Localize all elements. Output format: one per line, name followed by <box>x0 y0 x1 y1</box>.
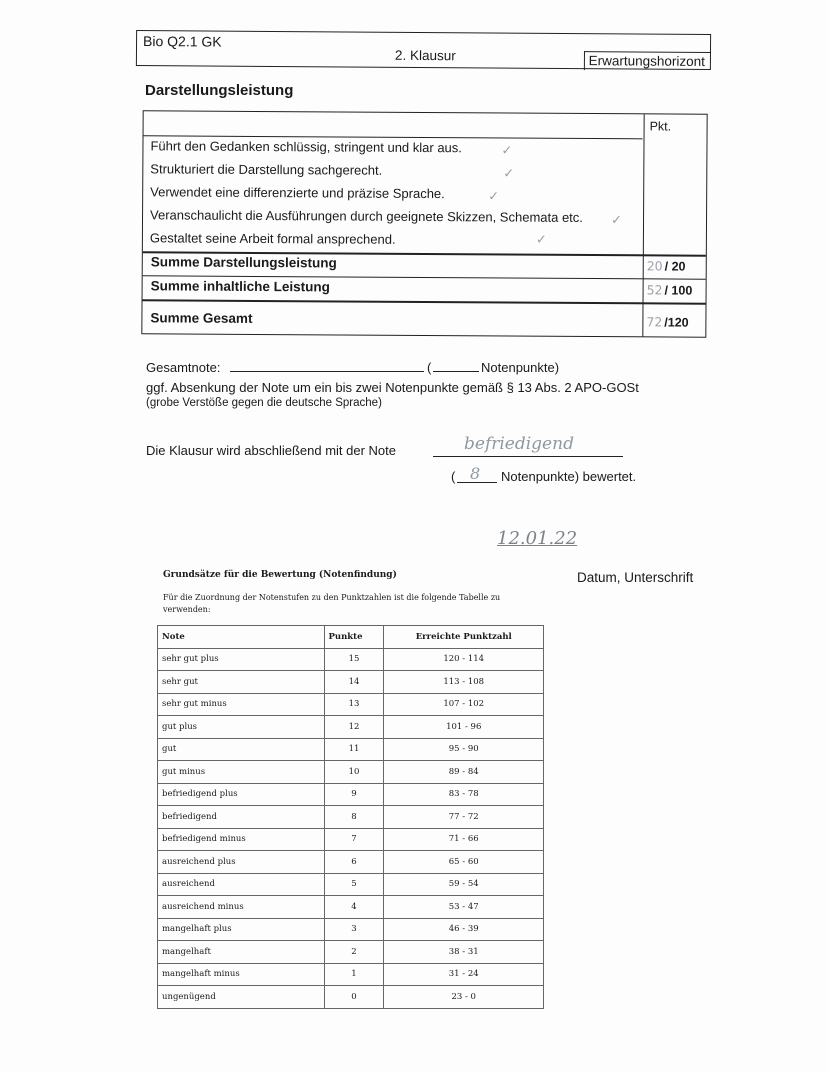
section-title: Darstellungsleistung <box>145 82 294 99</box>
criterion-3: Verwendet eine differenzierte und präzise Sprache. <box>150 184 445 202</box>
table-row <box>158 896 544 919</box>
grade-score-range-cell: 31 - 24 <box>384 963 544 986</box>
points-header: Pkt. <box>649 119 672 134</box>
grade-note-cell: gut minus <box>158 761 325 784</box>
grade-score-range-cell: 46 - 39 <box>384 918 544 941</box>
sum-inhalt-score: 52 <box>646 282 663 298</box>
grade-note-cell: mangelhaft minus <box>158 963 325 986</box>
sum-darstellung-max: / 20 <box>664 259 686 274</box>
tick-mark-2: ✓ <box>503 165 515 181</box>
table-row <box>158 963 544 986</box>
gesamtnote-points-suffix: Notenpunkte) <box>481 360 560 375</box>
grade-points-cell: 8 <box>324 806 384 829</box>
sum-gesamt-label: Summe Gesamt <box>150 310 253 326</box>
exam-label: 2. Klausur <box>394 47 456 64</box>
grade-points-cell: 15 <box>324 648 384 671</box>
signature-label: Datum, Unterschrift <box>577 570 694 585</box>
grade-points-cell: 13 <box>324 693 384 716</box>
grade-points-cell: 10 <box>324 761 384 784</box>
grade-note-cell: gut <box>158 738 325 761</box>
col-header-note: Note <box>158 626 325 649</box>
score-table <box>141 110 707 337</box>
table-row <box>158 761 544 784</box>
tick-mark-1: ✓ <box>501 142 513 158</box>
table-row <box>158 648 544 671</box>
grade-table-header <box>158 626 544 649</box>
sum-inhalt-label: Summe inhaltliche Leistung <box>150 278 330 295</box>
grade-note-cell: ausreichend minus <box>158 896 325 919</box>
sum-inhalt-value <box>647 282 693 297</box>
table-row <box>158 873 544 896</box>
grade-score-range-cell: 53 - 47 <box>384 896 544 919</box>
grade-score-range-cell: 83 - 78 <box>384 783 544 806</box>
table-row <box>158 806 544 829</box>
grade-points-cell: 4 <box>324 896 384 919</box>
tick-mark-4: ✓ <box>610 212 622 228</box>
criterion-1: Führt den Gedanken schlüssig, stringent und klar aus. <box>150 138 462 156</box>
tick-mark-3: ✓ <box>488 188 500 204</box>
final-grade-label: Die Klausur wird abschließend mit der Note <box>146 443 396 458</box>
grade-points-cell: 12 <box>324 716 384 739</box>
sum-gesamt-score: 72 <box>646 314 663 330</box>
table-row <box>158 918 544 941</box>
table-row <box>158 671 544 694</box>
table-row <box>158 738 544 761</box>
grade-points-cell: 6 <box>324 851 384 874</box>
grade-note-cell: befriedigend plus <box>158 783 325 806</box>
absenkung-note-detail: (grobe Verstöße gegen die deutsche Sprache) <box>146 397 382 409</box>
sum-gesamt-max: /120 <box>664 315 689 330</box>
row-divider <box>143 299 706 304</box>
grade-score-range-cell: 107 - 102 <box>384 693 544 716</box>
gesamtnote-paren: ( <box>427 360 432 375</box>
grade-points-cell: 11 <box>324 738 384 761</box>
grade-score-range-cell: 23 - 0 <box>384 986 544 1009</box>
gesamtnote-line <box>230 358 424 372</box>
table-row <box>158 783 544 806</box>
col-header-punkte: Punkte <box>324 626 384 649</box>
header-box <box>136 30 711 70</box>
table-row <box>158 716 544 739</box>
grade-score-range-cell: 95 - 90 <box>384 738 544 761</box>
grade-note-cell: sehr gut <box>158 671 325 694</box>
grade-score-range-cell: 59 - 54 <box>384 873 544 896</box>
final-points-suffix: Notenpunkte) bewertet. <box>501 469 637 484</box>
grade-score-range-cell: 65 - 60 <box>384 851 544 874</box>
grundsaetze-title: Grundsätze für die Bewertung (Notenfindung) <box>163 570 397 580</box>
grade-score-range-cell: 77 - 72 <box>384 806 544 829</box>
criterion-4: Veranschaulicht die Ausführungen durch geeignete Skizzen, Schemata etc. <box>150 207 583 225</box>
grade-note-cell: ungenügend <box>158 986 325 1009</box>
col-header-punktzahl: Erreichte Punktzahl <box>384 626 544 649</box>
doc-type-label: Erwartungshorizont <box>584 51 710 71</box>
grade-points-cell: 5 <box>324 873 384 896</box>
grade-note-cell: befriedigend <box>158 806 325 829</box>
table-row <box>158 693 544 716</box>
gesamtnote-points-line <box>433 358 479 372</box>
sum-darstellung-label: Summe Darstellungsleistung <box>150 254 337 271</box>
grade-note-cell: ausreichend plus <box>158 851 325 874</box>
final-grade-handwritten: befriedigend <box>464 434 574 454</box>
table-row <box>158 986 544 1009</box>
sum-darstellung-value <box>647 258 686 273</box>
grundsaetze-description: Für die Zuordnung der Notenstufen zu den Punktzahlen ist die folgende Tabelle zu verwenden: <box>163 593 501 614</box>
grade-points-cell: 0 <box>324 986 384 1009</box>
grade-table <box>157 625 544 1009</box>
tick-mark-5: ✓ <box>535 231 547 247</box>
gesamtnote-label: Gesamtnote: <box>146 360 221 375</box>
grade-points-cell: 7 <box>324 828 384 851</box>
table-row <box>158 851 544 874</box>
grade-score-range-cell: 71 - 66 <box>384 828 544 851</box>
grade-points-cell: 3 <box>324 918 384 941</box>
sum-darstellung-score: 20 <box>646 258 663 274</box>
criterion-2: Strukturiert die Darstellung sachgerecht. <box>150 161 383 178</box>
course-label: Bio Q2.1 GK <box>142 33 222 50</box>
grade-note-cell: gut plus <box>158 716 325 739</box>
final-points-paren: ( <box>451 469 456 484</box>
grade-table-body <box>158 648 544 1008</box>
grade-note-cell: befriedigend minus <box>158 828 325 851</box>
sum-gesamt-value <box>646 314 688 329</box>
grade-points-cell: 2 <box>324 941 384 964</box>
grade-score-range-cell: 89 - 84 <box>384 761 544 784</box>
grade-score-range-cell: 101 - 96 <box>384 716 544 739</box>
table-row <box>158 828 544 851</box>
final-points-handwritten: 8 <box>470 464 481 483</box>
grade-score-range-cell: 120 - 114 <box>384 648 544 671</box>
grade-points-cell: 1 <box>324 963 384 986</box>
absenkung-note: ggf. Absenkung der Note um ein bis zwei Notenpunkte gemäß § 13 Abs. 2 APO-GOSt <box>146 380 639 395</box>
grade-note-cell: ausreichend <box>158 873 325 896</box>
grade-note-cell: mangelhaft plus <box>158 918 325 941</box>
sum-inhalt-max: / 100 <box>664 283 693 298</box>
grade-note-cell: sehr gut plus <box>158 648 325 671</box>
grade-points-cell: 9 <box>324 783 384 806</box>
grade-points-cell: 14 <box>324 671 384 694</box>
grade-score-range-cell: 38 - 31 <box>384 941 544 964</box>
date-handwritten: 12.01.22 <box>497 528 578 549</box>
grade-note-cell: sehr gut minus <box>158 693 325 716</box>
criterion-5: Gestaltet seine Arbeit formal ansprechend. <box>149 230 396 247</box>
table-row <box>158 941 544 964</box>
grade-score-range-cell: 113 - 108 <box>384 671 544 694</box>
grade-note-cell: mangelhaft <box>158 941 325 964</box>
